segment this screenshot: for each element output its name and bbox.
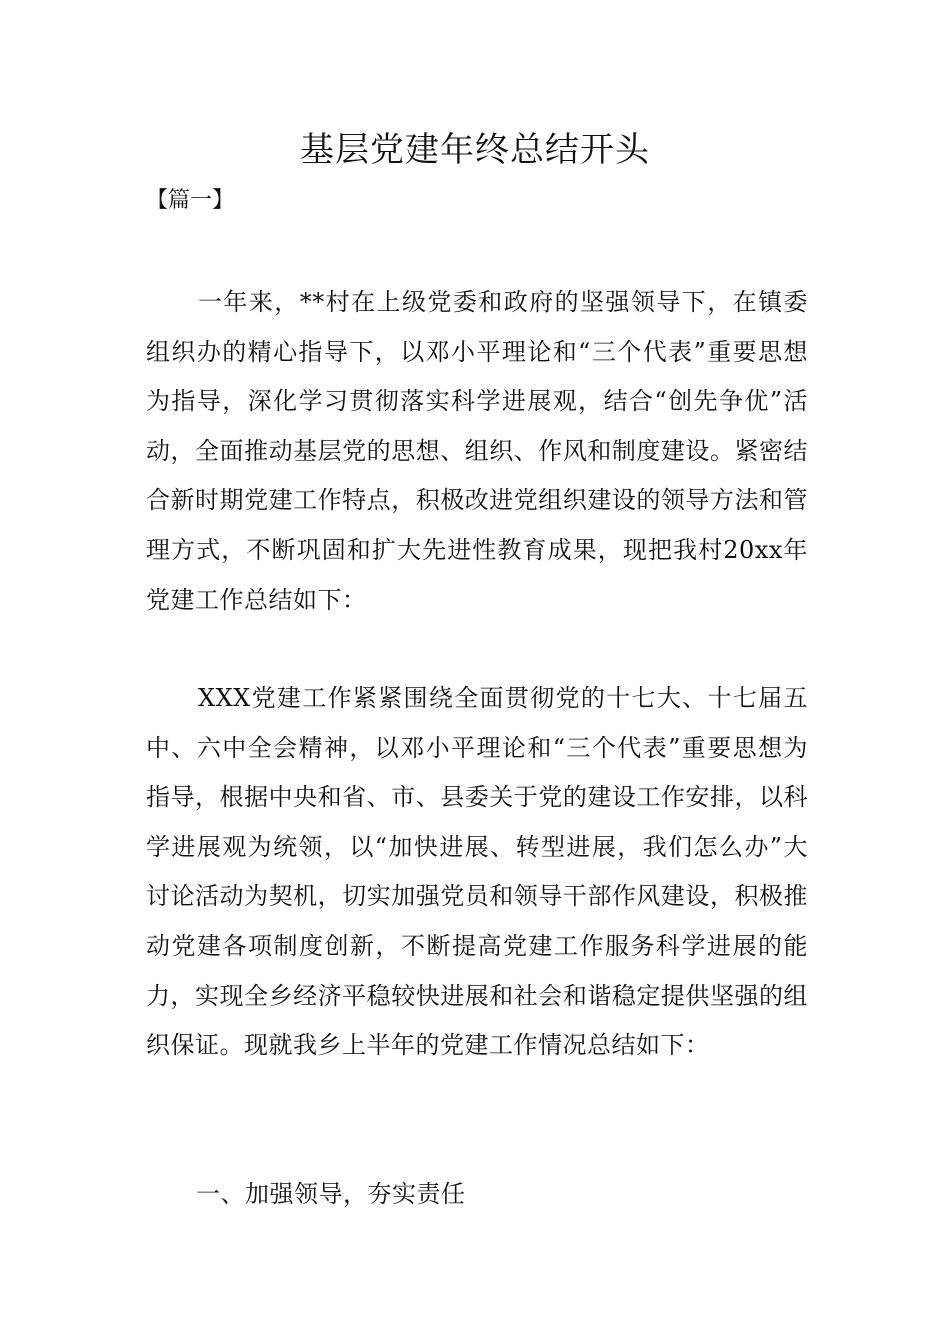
paragraph-2: XXX党建工作紧紧围绕全面贯彻党的十七大、十七届五中、六中全会精神，以邓小平理论和“三个代表”重要思想为指导，根据中央和省、市、县委关于党的建设工作安排，以科学进展观为统领，以“加快进展、转型进展，我们怎么办”大讨论活动为契机，切实加强党员和领导干部作风建设，积极推动党建各项制度创新，不断提高党建工作服务科学进展的能力，实现全乡经济平稳较快进展和社会和谐稳定提供坚强的组织保证。现就我乡上半年的党建工作情况总结如下： [146, 684, 808, 1060]
paragraph-1: 一年来，**村在上级党委和政府的坚强领导下，在镇委组织办的精心指导下，以邓小平理论和“三个代表”重要思想为指导，深化学习贯彻落实科学进展观，结合“创先争优”活动，全面推动基层党的思想、组织、作风和制度建设。紧密结合新时期党建工作特点，积极改进党组织建设的领导方法和管理方式，不断巩固和扩大先进性教育成果，现把我村20xx年党建工作总结如下： [146, 288, 808, 614]
section-label: 【篇一】 [146, 188, 235, 213]
document-title: 基层党建年终总结开头 [300, 130, 650, 170]
section-heading-1: 一、加强领导，夯实责任 [196, 1180, 466, 1208]
